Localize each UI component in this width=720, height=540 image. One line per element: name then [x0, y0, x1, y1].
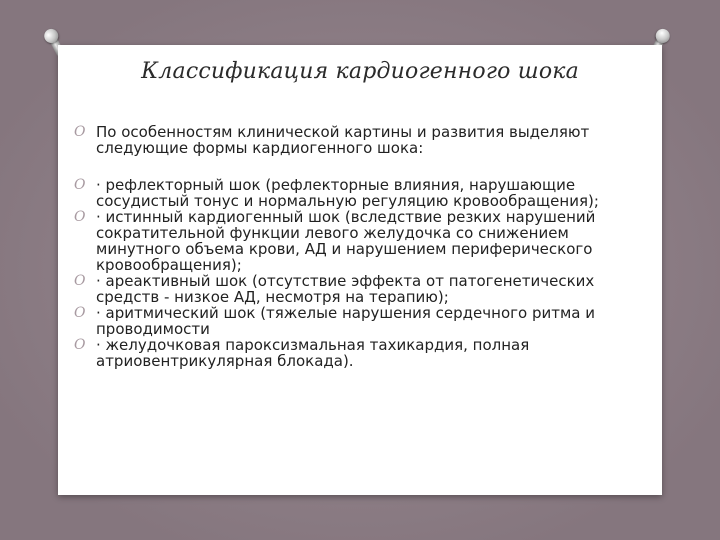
- list-item-text: · аритмический шок (тяжелые нарушения сердечного ритма и проводимости: [96, 304, 595, 338]
- list-item: [74, 209, 644, 273]
- list-item: [74, 305, 644, 337]
- list-item-text: · ареактивный шок (отсутствие эффекта от патогенетических средств - низкое АД, несмотря на терапию);: [96, 272, 595, 306]
- intro-text: По особенностям клинической картины и развития выделяют следующие формы кардиогенного шока:: [96, 123, 590, 157]
- list-item: [74, 177, 644, 209]
- list-item-text: · желудочковая пароксизмальная тахикардия, полная атриовентрикулярная блокада).: [96, 336, 530, 370]
- bullet-icon: O: [74, 124, 86, 140]
- slide-card: [58, 45, 662, 495]
- intro-paragraph: [74, 124, 644, 156]
- list-item-text: · рефлекторный шок (рефлекторные влияния, нарушающие сосудистый тонус и нормальную регуляцию кровообращения);: [96, 176, 599, 210]
- list-item: [74, 273, 644, 305]
- bullet-icon: O: [74, 305, 86, 321]
- slide-title: Классификация кардиогенного шока: [141, 59, 579, 84]
- slide-body: [74, 124, 644, 369]
- bullet-icon: O: [74, 337, 86, 353]
- bullet-icon: O: [74, 209, 86, 225]
- bullet-icon: O: [74, 273, 86, 289]
- list-item-text: · истинный кардиогенный шок (вследствие резких нарушений сократительной функции левого желудочка со снижением минутного объема крови, АД и нарушением периферического кровообращения);: [96, 208, 596, 274]
- list-item: [74, 337, 644, 369]
- bullet-icon: O: [74, 177, 86, 193]
